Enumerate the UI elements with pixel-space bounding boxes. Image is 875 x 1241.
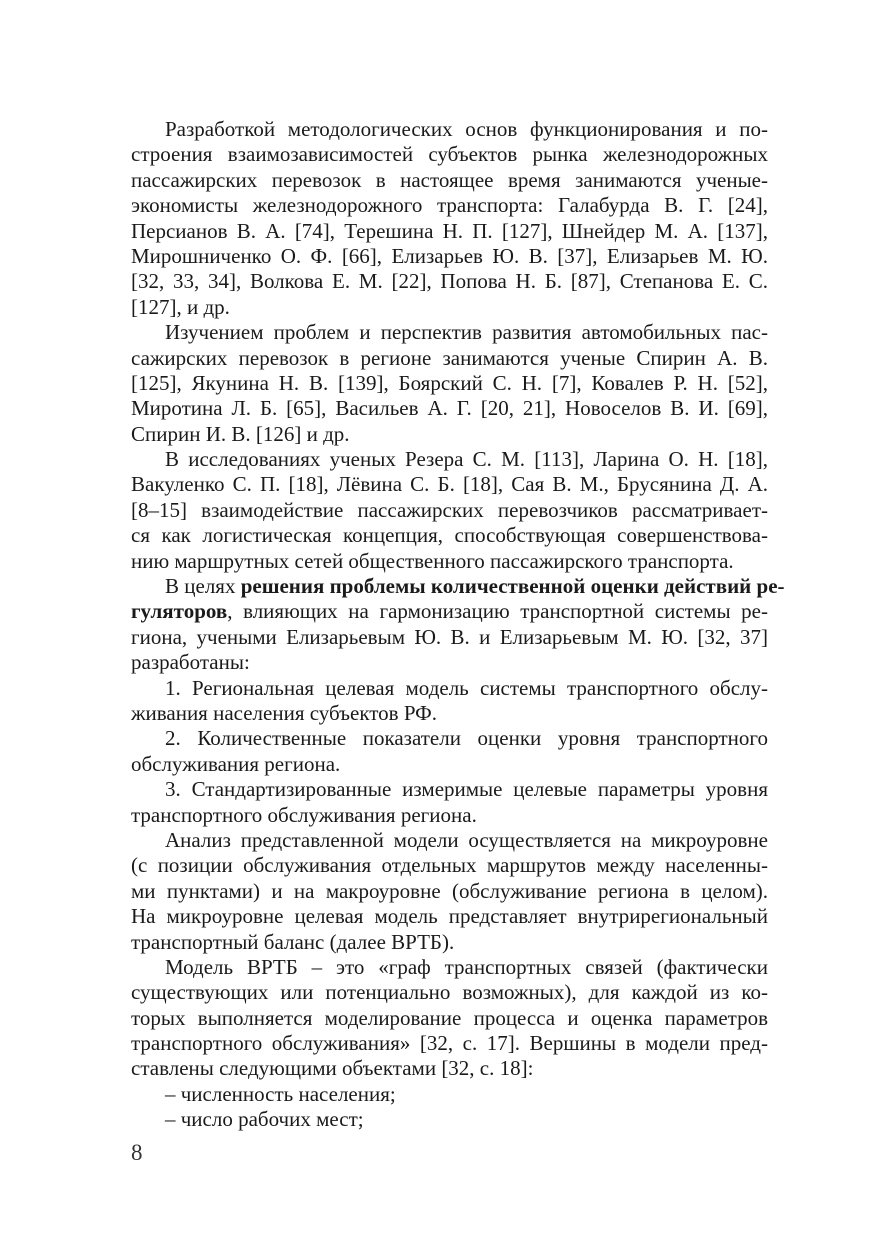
text-line: живания населения субъектов РФ. [131,700,437,725]
paragraph [131,447,768,574]
paragraph [131,117,768,320]
text-line: Миротина Л. Б. [65], Васильев А. Г. [20, 21], Новоселов В. И. [69], [131,396,768,421]
text-line: В исследованиях ученых Резера С. М. [113], Ларина О. Н. [18], [165,447,768,472]
bold-text: гуляторов [131,599,228,624]
text-segment: , влияющих на гармонизацию транспортной системы ре- [227,599,768,624]
text-line: Анализ представленной модели осуществляется на микроуровне [165,827,768,852]
paragraph [131,955,768,1082]
text-line: экономисты железнодорожного транспорта: Галабурда В. Г. [24], [131,193,768,218]
text-line: На микроуровне целевая модель представляет внутрирегиональный [131,904,768,929]
bold-text: решения проблемы количественной оценки действий ре- [240,574,785,599]
text-line: ми пунктами) и на макроуровне (обслуживание региона в целом). [131,878,768,903]
paragraph [131,726,768,777]
text-line: Спирин И. В. [126] и др. [131,421,350,446]
text-line: Разработкой методологических основ функционирования и по- [165,117,768,141]
text-line: – число рабочих мест; [165,1107,364,1132]
text-line: торых выполняется моделирование процесса и оценка параметров [131,1005,768,1030]
text-line: – численность населения; [165,1081,396,1106]
text-line: ставлены следующими объектами [32, с. 18]: [131,1056,534,1081]
paragraph [131,574,785,676]
text-line: [32, 33, 34], Волкова Е. М. [22], Попова Н. Б. [87], Степанова Е. С. [131,269,768,294]
text-segment: В целях [165,574,241,599]
text-line: Мирошниченко О. Ф. [66], Елизарьев Ю. В. [37], Елизарьев М. Ю. [131,243,768,268]
text-line: разработаны: [131,650,250,675]
text-line: Модель ВРТБ – это «граф транспортных связей (фактически [165,954,768,979]
text-line: 3. Стандартизированные измеримые целевые параметры уровня [165,777,768,802]
text-line: [8–15] взаимодействие пассажирских перевозчиков рассматривает- [131,497,768,522]
paragraph [131,777,768,828]
paragraph [131,828,768,955]
text-line: гиона, учеными Елизарьевым Ю. В. и Елизарьевым М. Ю. [32, 37] [131,624,768,649]
text-line: нию маршрутных сетей общественного пассажирского транспорта. [131,548,734,573]
paragraph [131,676,768,727]
text-line: [125], Якунина Н. В. [139], Боярский С. Н. [7], Ковалев Р. Н. [52], [131,370,768,395]
text-line: существующих или потенциально возможных), для каждой из ко- [131,980,768,1005]
paragraph [131,1107,768,1132]
text-line: Изучением проблем и перспектив развития автомобильных пас- [165,320,768,345]
text-line: 2. Количественные показатели оценки уровня транспортного [165,726,768,751]
text-line: обслуживания региона. [131,751,341,776]
page-body [131,117,785,1133]
text-line: транспортного обслуживания региона. [131,802,477,827]
text-line: пассажирских перевозок в настоящее время занимаются ученые- [131,167,768,192]
text-line: транспортного обслуживания» [32, с. 17]. Вершины в модели пред- [131,1031,768,1056]
paragraph [131,1082,768,1107]
text-line: Вакуленко С. П. [18], Лёвина С. Б. [18], Сая В. М., Брусянина Д. А. [131,472,768,497]
text-line [131,574,785,599]
text-line: 1. Региональная целевая модель системы транспортного обслу- [165,675,768,700]
text-line: транспортный баланс (далее ВРТБ). [131,929,455,954]
text-line [131,599,768,624]
text-line: (с позиции обслуживания отдельных маршрутов между населенны- [131,853,768,878]
text-line: ся как логистическая концепция, способствующая совершенствова- [131,523,768,548]
page-number: 8 [131,1140,143,1165]
text-line: [127], и др. [131,294,230,319]
text-line: строения взаимозависимостей субъектов рынка железнодорожных [131,142,768,167]
paragraph [131,320,768,447]
text-line: сажирских перевозок в регионе занимаются ученые Спирин А. В. [131,345,768,370]
text-line: Персианов В. А. [74], Терешина Н. П. [127], Шнейдер М. А. [137], [131,218,768,243]
